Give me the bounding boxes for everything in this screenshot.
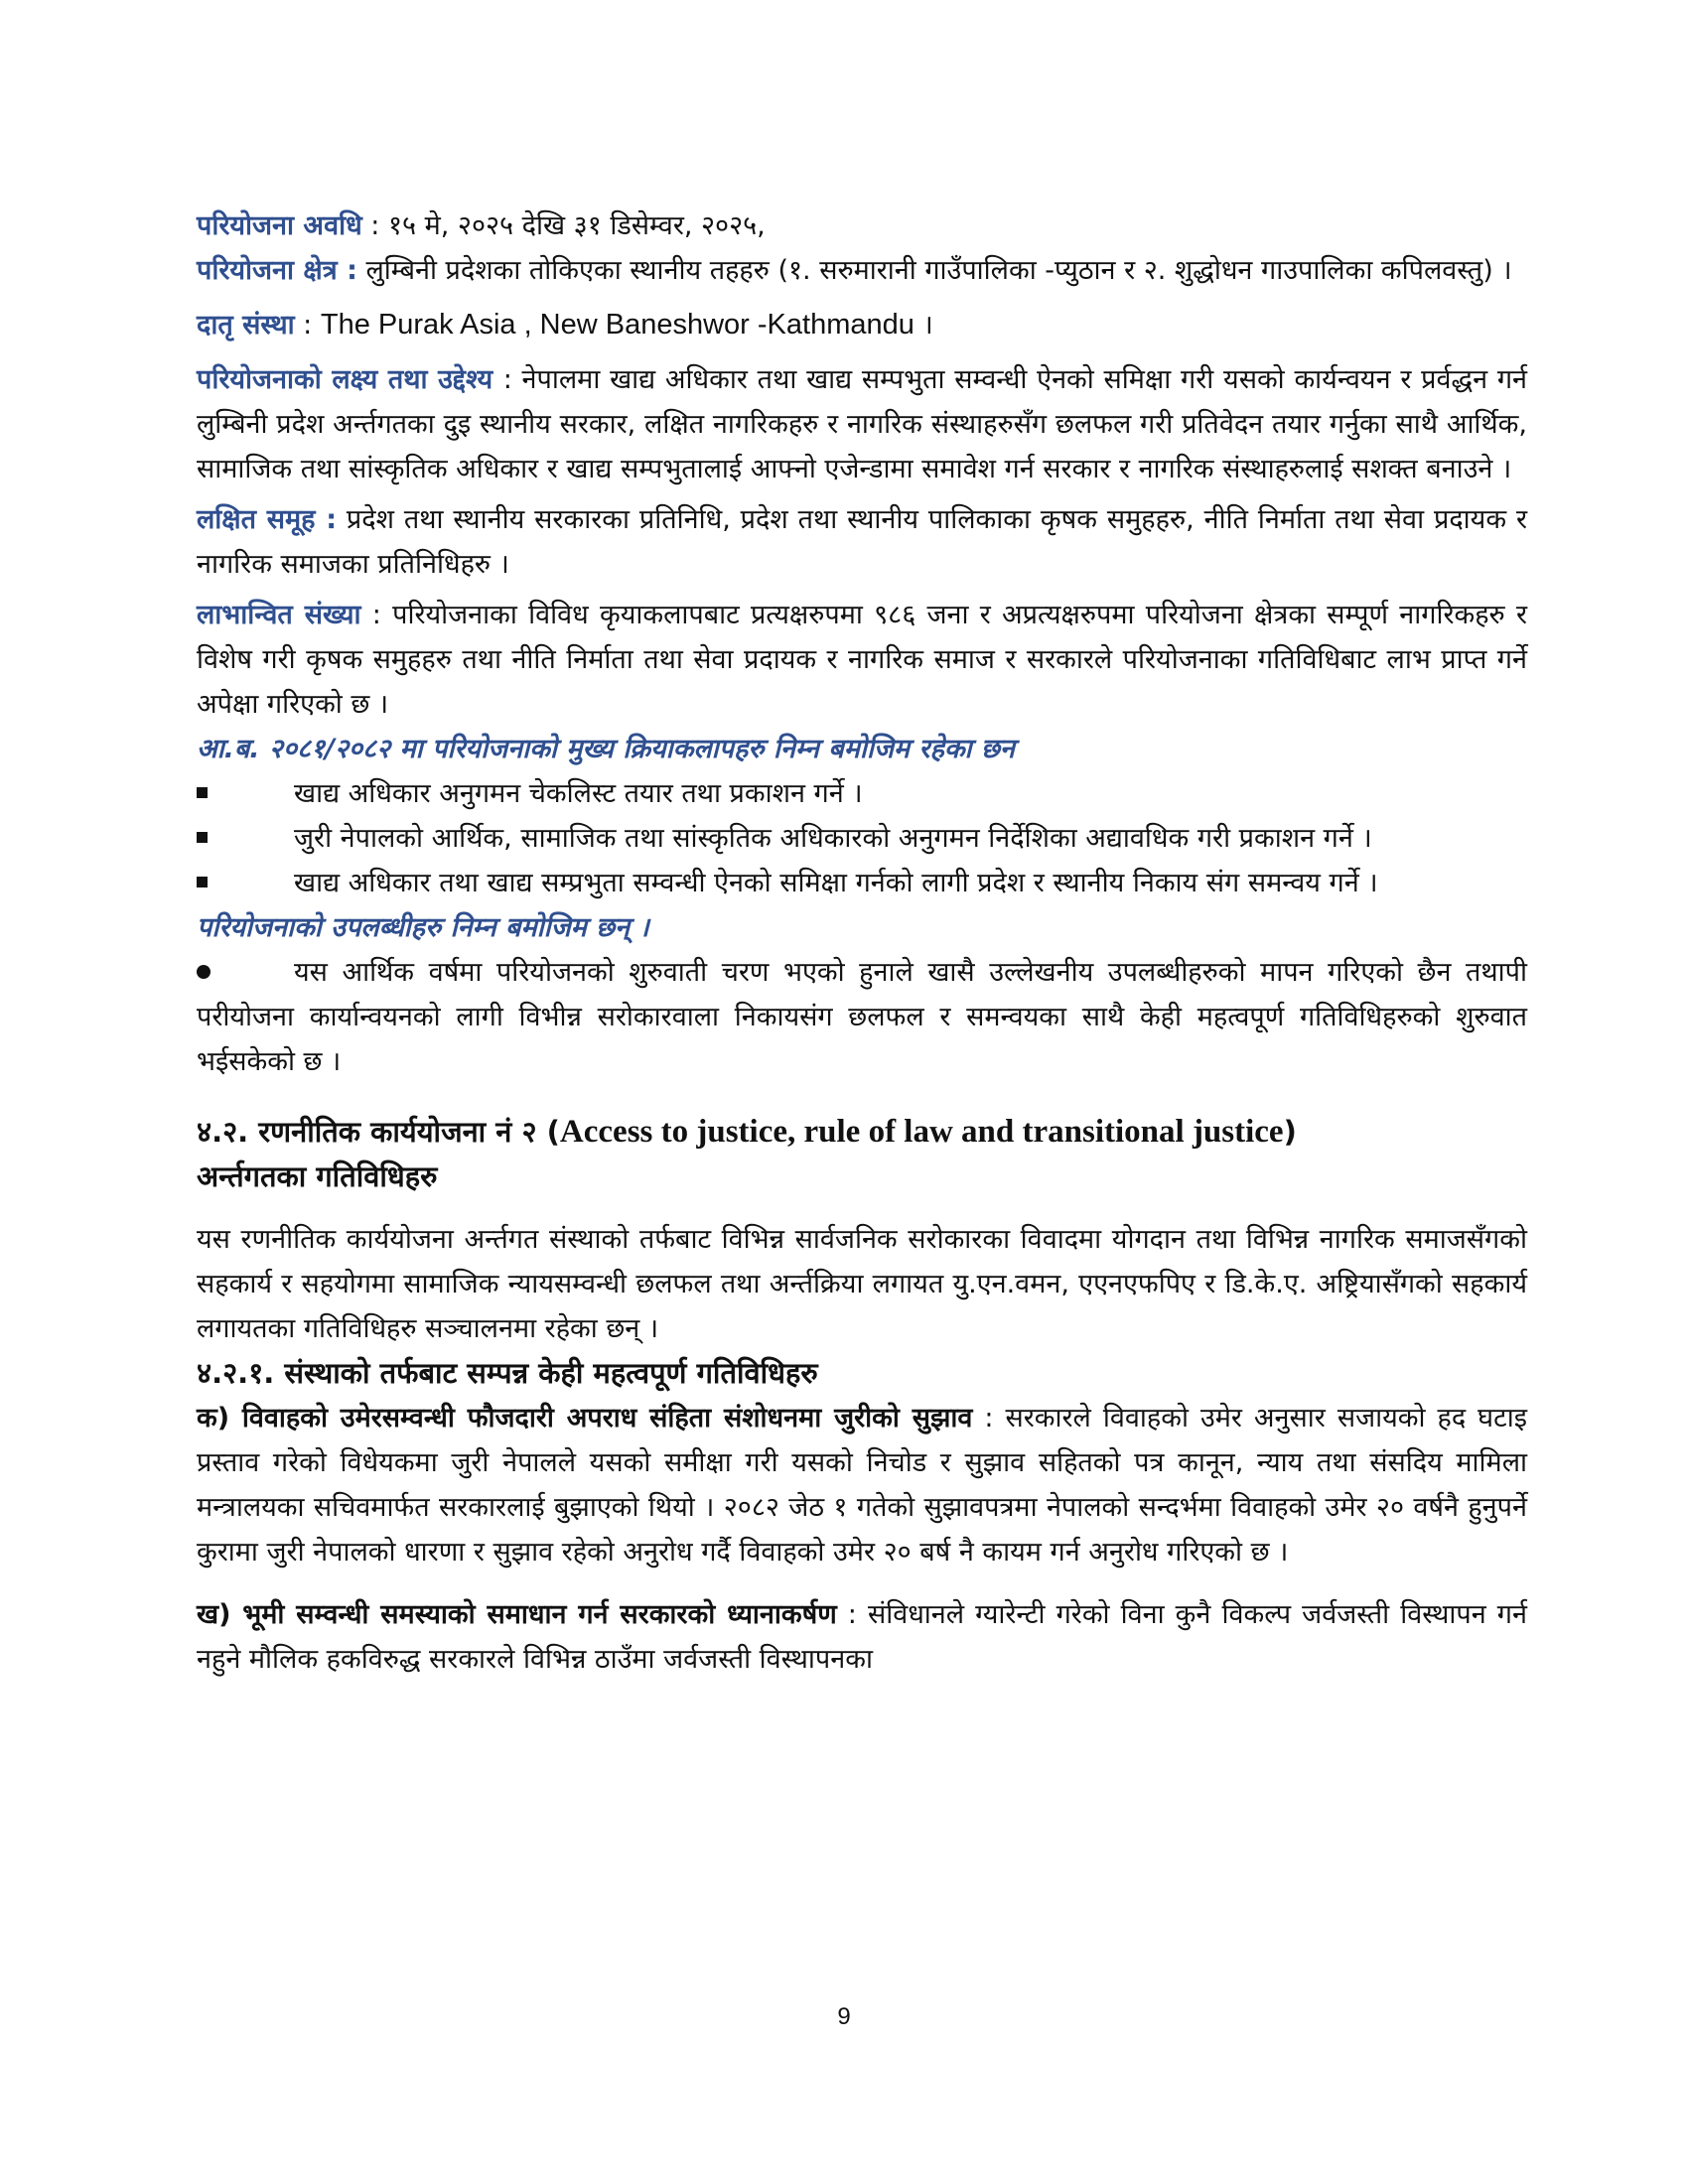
objective-label: परियोजनाको लक्ष्य तथा उद्देश्य	[197, 364, 503, 395]
donor-organization	[197, 303, 1527, 347]
target-group	[197, 497, 1527, 587]
donor-value: The Purak Asia , New Baneshwor -Kathmandu	[320, 309, 914, 341]
donor-colon: :	[294, 310, 321, 341]
list-item	[197, 861, 1527, 905]
activity-text: खाद्य अधिकार अनुगमन चेकलिस्ट तयार तथा प्रकाशन गर्ने ।	[294, 778, 863, 809]
page-number: 9	[837, 2003, 851, 2030]
round-bullet-icon	[197, 965, 211, 979]
objective-value: : नेपालमा खाद्य अधिकार तथा खाद्य सम्पभुता सम्वन्धी ऐनको समिक्षा गरी यसको कार्यन्वयन र प्रर्वद्धन गर्न लुम्बिनी प्रदेश अर्न्तगतका दुइ स्थानीय सरकार, लक्षित नागरिकहरु र नागरिक संस्थाहरुसँग छलफल गरी प्रतिवेदन तयार गर्नुका साथै आर्थिक, सामाजिक तथा सांस्कृतिक अधिकार र खाद्य सम्पभुतालाई आफ्नो एजेन्डामा समावेश गर्न सरकार र नागरिक संस्थाहरुलाई सशक्त बनाउने ।	[197, 364, 1527, 484]
item-ka-text: : सरकारले विवाहको उमेर अनुसार सजायको हद घटाइ प्रस्ताव गरेको विधेयकमा जुरी नेपालले यसको समीक्षा गरी यसको निचोड र सुझाव सहितको पत्र कानून, न्याय तथा संसदिय मामिला मन्त्रालयका सचिवमार्फत सरकारलाई बुझाएको थियो । २०८२ जेठ १ गतेको सुझावपत्रमा नेपालको सन्दर्भमा विवाहको उमेर २० वर्षनै हुनुपर्ने कुरामा जुरी नेपालको धारणा र सुझाव रहेको अनुरोध गर्दै विवाहको उमेर २० बर्ष नै कायम गर्न अनुरोध गरिएको छ ।	[197, 1403, 1527, 1568]
target-value: प्रदेश तथा स्थानीय सरकारका प्रतिनिधि, प्रदेश तथा स्थानीय पालिकाका कृषक समुहहरु, नीति निर्माता तथा सेवा प्रदायक र नागरिक समाजका प्रतिनिधिहरु ।	[197, 504, 1527, 580]
achievements-heading: परियोजनाको उपलब्धीहरु निम्न बमोजिम छन् ।	[197, 912, 649, 943]
square-bullet-icon	[197, 787, 208, 798]
section-intro: यस रणनीतिक कार्ययोजना अर्न्तगत संस्थाको तर्फबाट विभिन्न सार्वजनिक सरोकारका विवादमा योगदान तथा विभिन्न नागरिक समाजसँगको सहकार्य र सहयोगमा सामाजिक न्यायसम्वन्धी छलफल तथा अर्न्तक्रिया लगायत यु.एन.वमन, एएनएफपिए र डि.के.ए. अष्ट्रियासँगको सहकार्य लगायतका गतिविधिहरु सञ्चालनमा रहेका छन् ।	[197, 1224, 1527, 1344]
project-area	[197, 248, 1527, 293]
duration-value: : १५ मे, २०२५ देखि ३१ डिसेम्वर, २०२५,	[370, 210, 766, 241]
item-ka-label: क) विवाहको उमेरसम्वन्धी फौजदारी अपराध संहिता संशोधनमा जुरीको सुझाव	[197, 1403, 973, 1433]
donor-label: दातृ संस्था	[197, 310, 295, 341]
project-duration	[197, 204, 1527, 248]
area-value: लुम्बिनी प्रदेशका तोकिएका स्थानीय तहहरु (१. सरुमारानी गाउँपालिका -प्युठान र २. शुद्धोधन गाउपालिका कपिलवस्तु) ।	[356, 255, 1512, 286]
achievement-text: यस आर्थिक वर्षमा परियोजनको शुरुवाती चरण भएको हुनाले खासै उल्लेखनीय उपलब्धीहरुको मापन गरिएको छैन तथापी परीयोजना कार्यान्वयनको लागी विभीन्न सरोकारवाला निकायसंग छलफल र समन्वयका साथै केही महत्वपूर्ण गतिविधिहरुको शुरुवात भईसकेको छ ।	[197, 957, 1527, 1077]
square-bullet-icon	[197, 832, 208, 843]
heading-suffix: )	[1283, 1115, 1297, 1149]
donor-end: ।	[914, 310, 933, 341]
activity-text: खाद्य अधिकार तथा खाद्य सम्प्रभुता सम्वन्धी ऐनको समिक्षा गर्नको लागी प्रदेश र स्थानीय निकाय संग समन्वय गर्ने ।	[294, 868, 1378, 898]
project-objective	[197, 357, 1527, 491]
heading-prefix: ४.२. रणनीतिक कार्ययोजना नं २ (	[197, 1115, 560, 1149]
square-bullet-icon	[197, 877, 208, 887]
duration-label: परियोजना अवधि	[197, 210, 362, 241]
section-heading-line2: अर्न्तगतका गतिविधिहरु	[197, 1160, 438, 1193]
list-item	[197, 771, 1527, 816]
list-item	[197, 816, 1527, 861]
sub-heading-4-2-1: ४.२.१. संस्थाको तर्फबाट सम्पन्न केही महत्वपूर्ण गतिविधिहरु	[197, 1356, 818, 1390]
item-ka	[197, 1396, 1527, 1574]
area-label: परियोजना क्षेत्र :	[197, 255, 357, 286]
item-kha-text: : संविधानले ग्यारेन्टी गरेको विना कुनै विकल्प जर्वजस्ती विस्थापन गर्न नहुने मौलिक हकविरुद्ध सरकारले विभिन्न ठाउँमा जर्वजस्ती विस्थापनका	[197, 1599, 1527, 1675]
section-heading-4-2	[197, 1110, 1527, 1155]
item-kha-label: ख) भूमी सम्वन्धी समस्याको समाधान गर्न सरकारको ध्यानाकर्षण	[197, 1599, 837, 1630]
item-kha	[197, 1592, 1527, 1682]
target-label: लक्षित समूह :	[197, 504, 338, 535]
activities-heading: आ.ब. २०८१/२०८२ मा परियोजनाको मुख्य क्रियाकलापहरु निम्न बमोजिम रहेका छन	[197, 734, 1015, 764]
document-page	[197, 204, 1527, 1682]
heading-english: Access to justice, rule of law and transitional justice	[559, 1114, 1284, 1150]
beneficiary-value: : परियोजनाका विविध कृयाकलापबाट प्रत्यक्षरुपमा ९८६ जना र अप्रत्यक्षरुपमा परियोजना क्षेत्रका सम्पूर्ण नागरिकहरु र विशेष गरी कृषक समुहहरु तथा नीति निर्माता तथा सेवा प्रदायक र नागरिक समाज र सरकारले परियोजनाका गतिविधिबाट लाभ प्राप्त गर्ने अपेक्षा गरिएको छ ।	[197, 600, 1527, 720]
list-item	[197, 950, 1527, 1084]
beneficiaries	[197, 593, 1527, 727]
activity-text: जुरी नेपालको आर्थिक, सामाजिक तथा सांस्कृतिक अधिकारको अनुगमन निर्देशिका अद्यावधिक गरी प्रकाशन गर्ने ।	[294, 823, 1372, 854]
beneficiary-label: लाभान्वित संख्या	[197, 600, 361, 630]
